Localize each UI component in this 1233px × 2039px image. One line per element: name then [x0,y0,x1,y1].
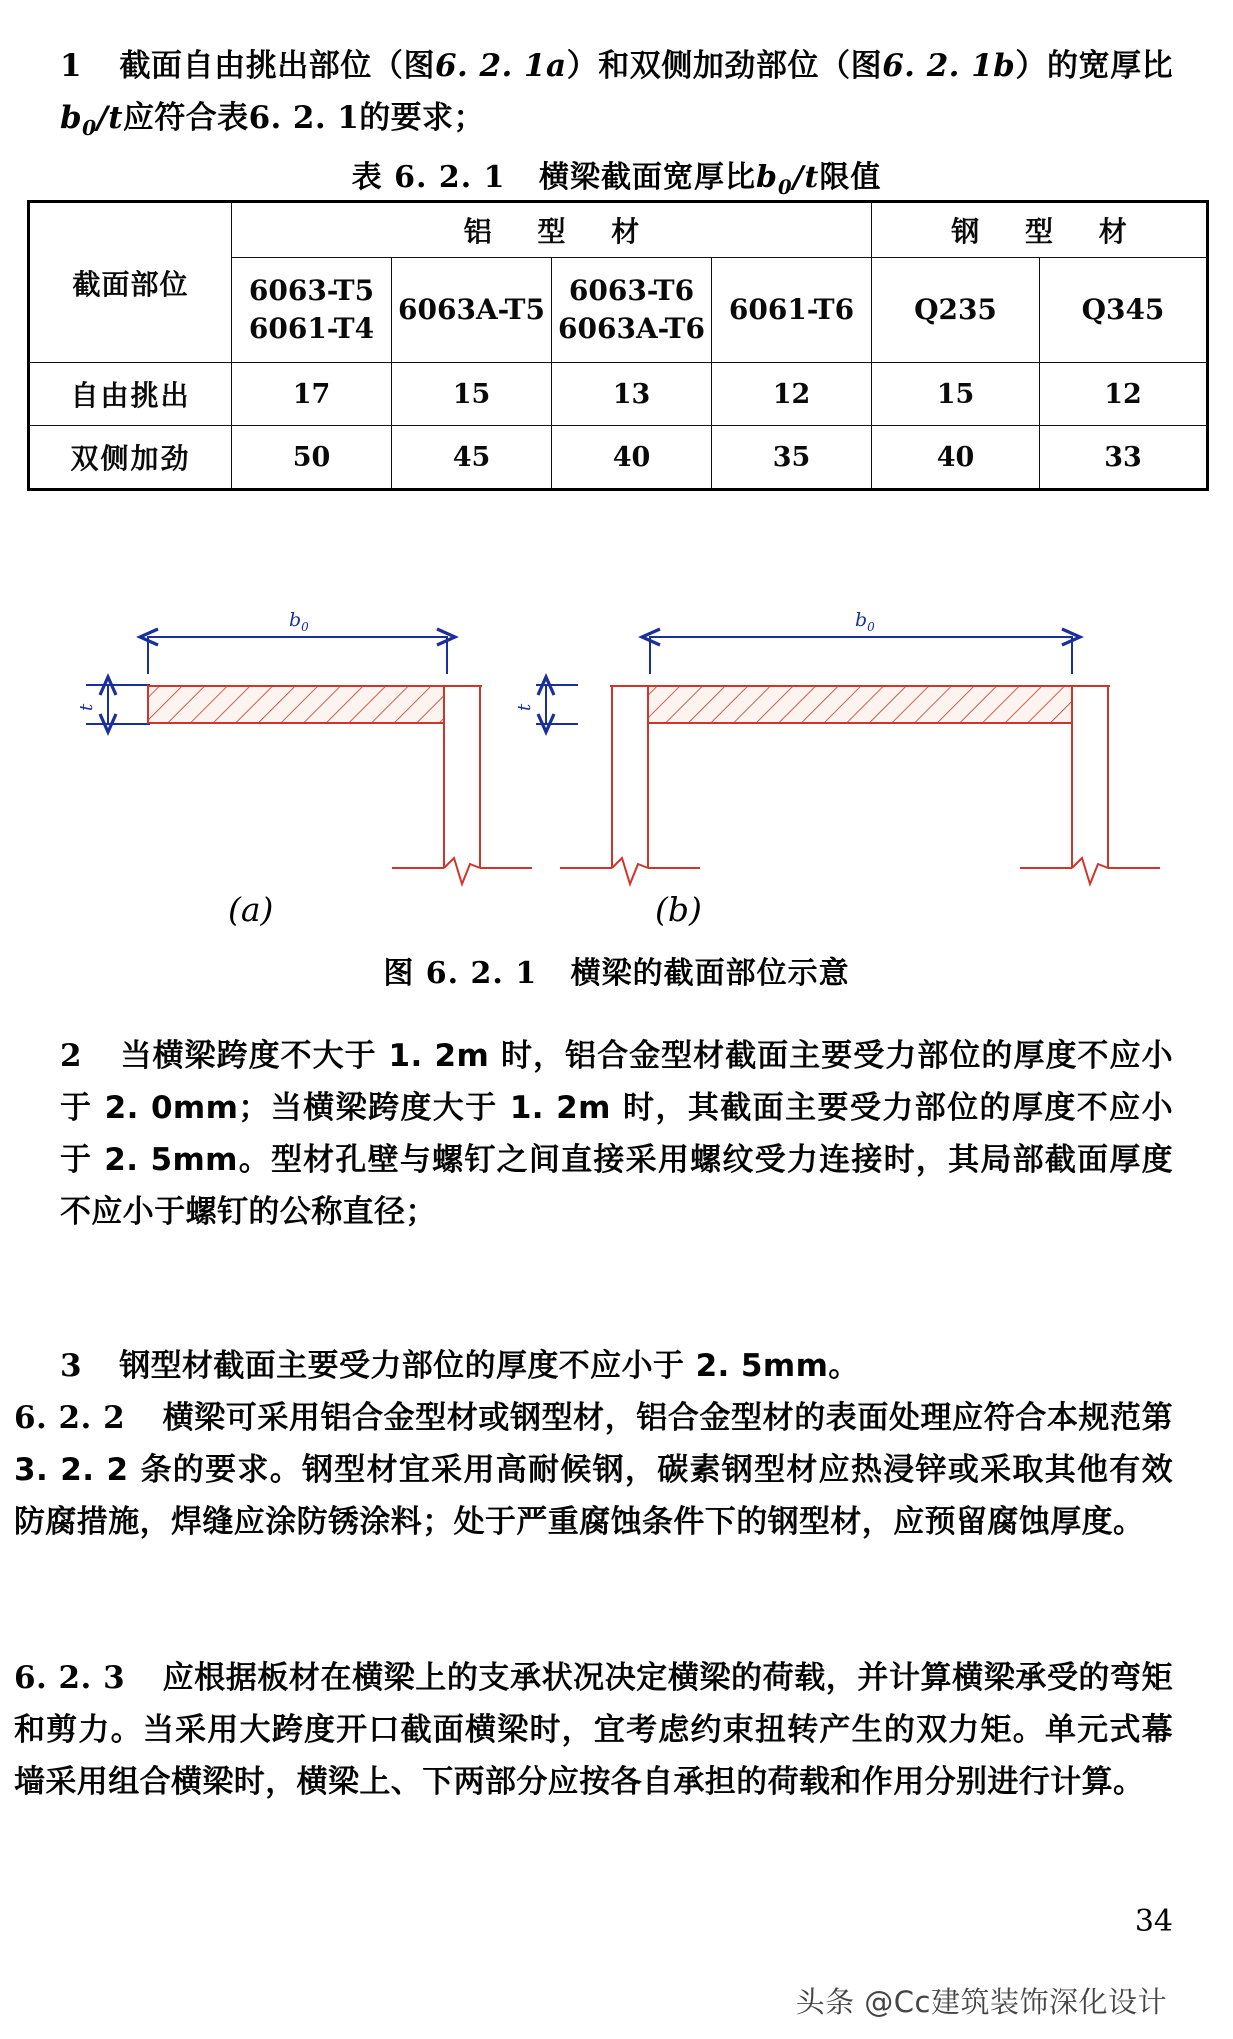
table-cell-r0c1: 15 [392,363,552,426]
table-column-header-4 [872,258,1040,363]
clause-622-marker: 6. 2. 2 [14,1400,126,1436]
clause-3-text: 钢型材截面主要受力部位的厚度不应小于 2. 5mm。 [119,1348,860,1384]
table-cell-r1c4: 40 [872,426,1040,490]
clause-622-text: 横梁可采用铝合金型材或钢型材，铝合金型材的表面处理应符合本规范第 3. 2. 2 条的要求。钢型材宜采用高耐候钢，碳素钢型材应热浸锌或采取其他有效防腐措施，焊缝应涂防锈涂料；处于严重腐蚀条件下的钢型材，应预留腐蚀厚度。 [14,1400,1173,1540]
clause-3-marker: 3 [60,1348,82,1384]
clause-1-figure-ref-b: 6. 2. 1b [882,48,1016,84]
table-cell-r0c0: 17 [232,363,392,426]
figure-b-label-t: t [514,703,535,711]
figure-a-break-symbol [444,858,480,884]
table-cell-r0c4: 15 [872,363,1040,426]
figure-a-group [76,609,532,884]
figure-b-group [514,609,1160,884]
figure-sublabel-b: (b) [655,890,702,929]
figure-b-dimension-b0 [650,636,1072,674]
figure-a-flange [148,686,444,723]
clause-1-figure-ref-a: 6. 2. 1a [435,48,567,84]
table-row-label-1: 双侧加劲 [29,426,232,490]
table-row-label-0: 自由挑出 [29,363,232,426]
clause-1-line2-a: ）的宽厚比 [1015,48,1174,84]
table-cell-r1c3: 35 [712,426,872,490]
table-caption-number: 表 6. 2. 1 [351,160,506,195]
table-cell-r1c5: 33 [1040,426,1208,490]
clause-2-paragraph [60,1030,1173,1238]
clause-623-text: 应根据板材在横梁上的支承状况决定横梁的荷载，并计算横梁承受的弯矩和剪力。当采用大跨度开口截面横梁时，宜考虑约束扭转产生的双力矩。单元式幕墙采用组合横梁时，横梁上、下两部分应按各自承担的荷载和作用分别进行计算。 [14,1660,1173,1800]
clause-1-marker: 1 [60,48,82,84]
table-column-header-0 [232,258,392,363]
clause-622-paragraph [14,1392,1173,1548]
cross-section-diagram [0,596,1233,896]
figure-b-dimension-t [536,685,578,724]
figure-b-break-symbol-right [1072,858,1108,884]
table-corner-label: 截面部位 [29,202,232,363]
figure-sublabel-a: (a) [228,890,274,929]
clause-1-line2-b: 应符合表 [122,100,249,136]
table-cell-r0c2: 13 [552,363,712,426]
figure-caption-title: 横梁的截面部位示意 [570,956,850,991]
table-column-header-1 [392,258,552,363]
figure-b-label-b0: $b_0$ [855,609,875,634]
figure-caption [0,948,1233,992]
figure-b-break-symbol-left [612,858,648,884]
table-caption [0,152,1233,199]
table-column-header-5 [1040,258,1208,363]
figure-caption-number: 图 6. 2. 1 [383,956,538,991]
table-caption-title: 横梁截面宽厚比 [538,160,756,195]
watermark: 头条 @Cc建筑装饰深化设计 [795,1985,1167,2019]
steel-grade: Q235 [914,293,997,326]
table-row [29,363,1208,426]
alloy-code: 6063A-T6 [558,312,705,345]
figure-a-dimension-b0 [148,636,447,674]
width-thickness-ratio-table [27,200,1209,491]
table-column-header-3 [712,258,872,363]
clause-1-symbol-b0t: $b_0/t$ [60,100,123,141]
alloy-code: 6063A-T5 [398,293,545,326]
figure-a-label-b0: $b_0$ [289,609,309,634]
table-cell-r0c3: 12 [712,363,872,426]
clause-2-marker: 2 [60,1038,82,1074]
table-group-header-aluminium: 铝 型 材 [232,202,872,258]
table-cell-r1c0: 50 [232,426,392,490]
figure-sublabels [0,890,1233,940]
clause-2-text: 当横梁跨度不大于 1. 2m 时，铝合金型材截面主要受力部位的厚度不应小于 2. 0mm；当横梁跨度大于 1. 2m 时，其截面主要受力部位的厚度不应小于 2. 5mm。型材孔壁与螺钉之间直接采用螺纹受力连接时，其局部截面厚度不应小于螺钉的公称直径； [60,1038,1173,1230]
table-header-group-row [29,202,1208,258]
table-group-header-steel: 钢 型 材 [872,202,1208,258]
alloy-code: 6061-T4 [248,312,375,345]
steel-grade: Q345 [1081,293,1165,326]
page-number: 34 [1134,1904,1173,1939]
clause-1-paragraph [60,40,1173,154]
table-cell-r1c2: 40 [552,426,712,490]
alloy-code: 6063-T5 [248,274,375,307]
table-cell-r0c5: 12 [1040,363,1208,426]
clause-623-marker: 6. 2. 3 [14,1660,126,1696]
figure-a-label-t: t [76,703,97,711]
clause-3-paragraph [60,1340,1173,1392]
alloy-code: 6063-T6 [568,274,695,307]
clause-623-paragraph [14,1652,1173,1808]
alloy-code: 6061-T6 [728,293,855,326]
table-cell-r1c1: 45 [392,426,552,490]
spec-table-wrapper [27,200,1206,491]
table-column-header-2 [552,258,712,363]
clause-1-line1-a: 截面自由挑出部位（图 [119,48,436,84]
table-caption-suffix: 限值 [819,160,882,195]
table-row [29,426,1208,490]
figure-b-flange [648,686,1072,723]
clause-1-line1-b: ）和双侧加劲部位（图 [566,48,883,84]
table-caption-symbol: $b_0/t$ [755,160,820,199]
clause-1-table-ref: 6. 2. 1 [248,100,360,136]
clause-1-line2-c: 的要求； [359,100,485,136]
